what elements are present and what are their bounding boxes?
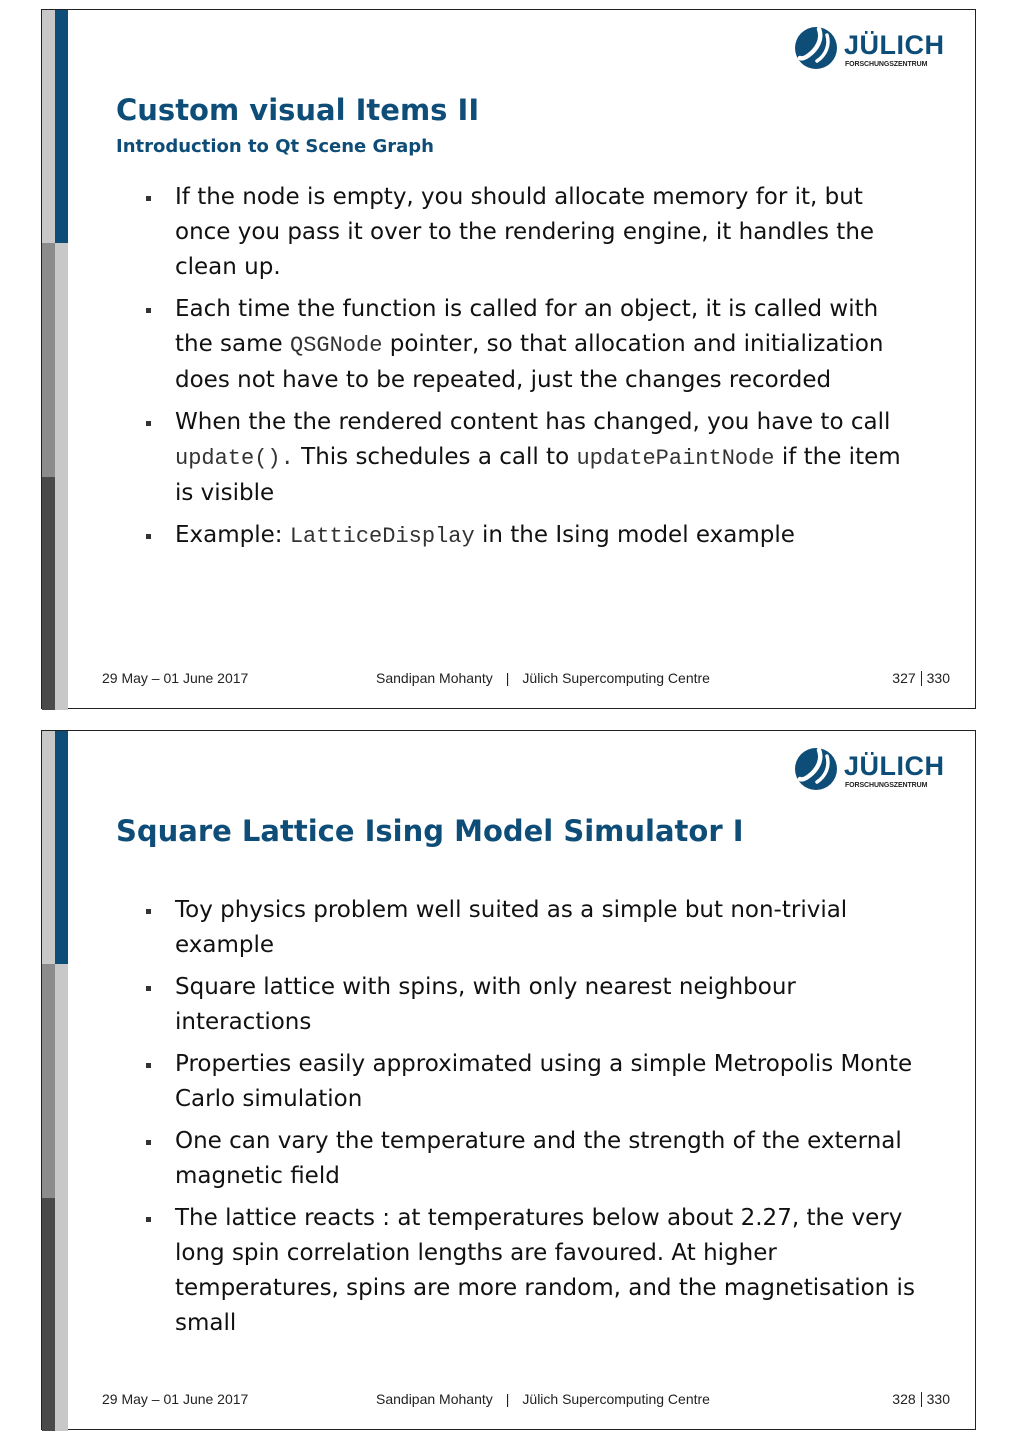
bullet-item: When the the rendered content has changed, you have to call update(). This schedules a call to updatePaintNode if the item is visible: [146, 405, 916, 511]
slide-title: Custom visual Items II: [116, 93, 480, 127]
sidebar-stripe: [42, 731, 68, 1429]
juelich-logo-icon: [793, 25, 839, 71]
juelich-logo: [793, 745, 953, 795]
bullet-item: Properties easily approximated using a simple Metropolis Monte Carlo simulation: [146, 1047, 916, 1117]
footer-separator: |: [505, 670, 510, 686]
bullet-item: Each time the function is called for an object, it is called with the same QSGNode pointer, so that allocation and initialization does not have to be repeated, just the changes recorded: [146, 292, 916, 398]
page-divider: [921, 671, 922, 686]
footer-date: 29 May – 01 June 2017: [102, 1391, 249, 1407]
juelich-logo: [793, 24, 953, 74]
sidebar-column-outer: [42, 731, 55, 1429]
slide-title: Square Lattice Ising Model Simulator I: [116, 814, 744, 848]
bullet-item: One can vary the temperature and the strength of the external magnetic field: [146, 1124, 916, 1194]
bullet-list: [146, 893, 916, 1348]
page-number: 328: [892, 1391, 916, 1407]
sidebar-column-inner: [55, 10, 68, 708]
footer-author: Sandipan Mohanty: [376, 1391, 493, 1407]
footer-institute: Jülich Supercomputing Centre: [522, 670, 710, 686]
footer-institute: Jülich Supercomputing Centre: [522, 1391, 710, 1407]
code-latticedisplay: LatticeDisplay: [289, 524, 475, 549]
bullet-item: The lattice reacts : at temperatures below about 2.27, the very long spin correlation lengths are favoured. At higher temperatures, spins are more random, and the magnetisation is small: [146, 1201, 916, 1341]
page-total: 330: [926, 1391, 950, 1407]
sidebar-column-outer: [42, 10, 55, 708]
bullet-item: If the node is empty, you should allocate memory for it, but once you pass it over to the rendering engine, it handles the clean up.: [146, 180, 916, 285]
sidebar-stripe: [42, 10, 68, 708]
bullet-item: Example: LatticeDisplay in the Ising model example: [146, 518, 916, 554]
bullet-item: Square lattice with spins, with only nearest neighbour interactions: [146, 970, 916, 1040]
code-updatepaintnode: updatePaintNode: [576, 446, 775, 471]
logo-tagline: FORSCHUNGSZENTRUM: [845, 61, 928, 68]
footer-date: 29 May – 01 June 2017: [102, 670, 249, 686]
logo-wordmark: JÜLICH: [844, 751, 945, 781]
slide-327: [41, 9, 976, 709]
logo-tagline: FORSCHUNGSZENTRUM: [845, 782, 928, 789]
sidebar-column-inner: [55, 731, 68, 1429]
footer-author: Sandipan Mohanty: [376, 670, 493, 686]
bullet-list: [146, 180, 916, 561]
slide-328: [41, 730, 976, 1430]
code-qsgnode: QSGNode: [290, 333, 383, 358]
bullet-item: Toy physics problem well suited as a simple but non-trivial example: [146, 893, 916, 963]
page-total: 330: [926, 670, 950, 686]
page-divider: [921, 1392, 922, 1407]
footer-separator: |: [505, 1391, 510, 1407]
slide-footer: [42, 670, 975, 688]
page-number: 327: [892, 670, 916, 686]
slide-footer: [42, 1391, 975, 1409]
logo-wordmark: JÜLICH: [844, 30, 945, 60]
juelich-logo-icon: [793, 746, 839, 792]
slide-subtitle: Introduction to Qt Scene Graph: [116, 136, 434, 157]
code-update: update().: [175, 446, 294, 471]
